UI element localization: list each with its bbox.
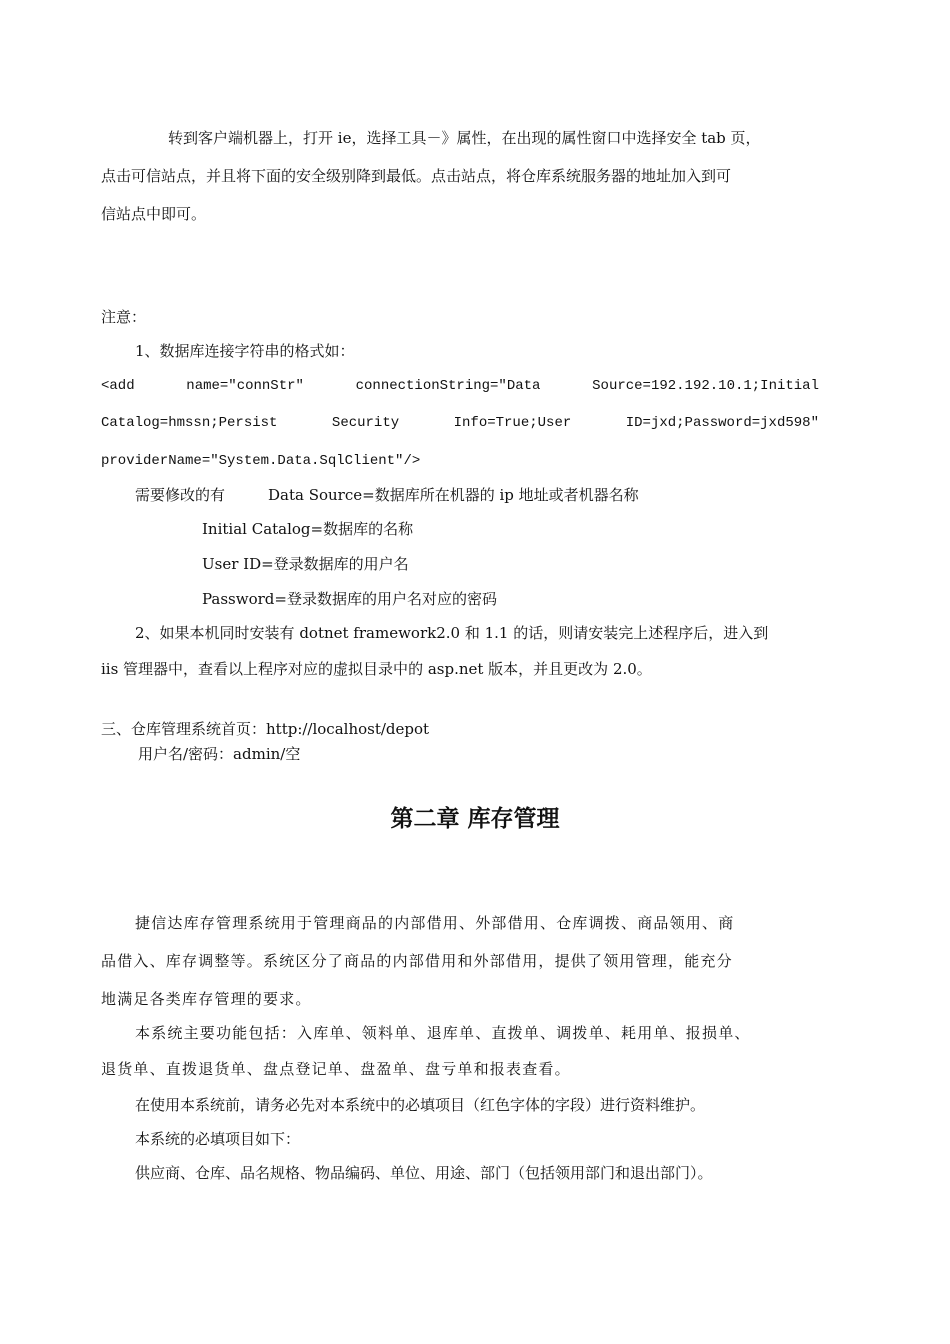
note-item-2-line-1: 2、如果本机同时安装有 dotnet framework2.0 和 1.1 的话，则请安装完上述程序后，进入到 <box>135 624 769 642</box>
code-token: Catalog=hmssn;Persist <box>101 415 278 431</box>
chapter-title: 第二章 库存管理 <box>390 806 560 832</box>
modify-item-user-id: User ID=登录数据库的用户名 <box>202 555 409 573</box>
code-line-2 <box>101 413 819 433</box>
code-token: ID=jxd;Password=jxd598" <box>625 415 819 431</box>
modify-item-password: Password=登录数据库的用户名对应的密码 <box>202 590 497 608</box>
intro-line-2: 点击可信站点，并且将下面的安全级别降到最低。点击站点，将仓库系统服务器的地址加入到可 <box>101 167 732 185</box>
code-token: Info=True;User <box>453 415 572 431</box>
chapter-p1-line-2: 品借入、库存调整等。系统区分了商品的内部借用和外部借用，提供了领用管理，能充分 <box>101 952 733 970</box>
chapter-p1-line-1: 捷信达库存管理系统用于管理商品的内部借用、外部借用、仓库调拨、商品领用、商 <box>135 914 735 932</box>
code-token: <add <box>101 378 135 394</box>
code-token: connectionString="Data <box>355 378 541 394</box>
section3-homepage: 三、仓库管理系统首页：http://localhost/depot <box>101 720 430 738</box>
note-item-1-title: 1、数据库连接字符串的格式如： <box>135 342 355 360</box>
note-item-2-line-2: iis 管理器中，查看以上程序对应的虚拟目录中的 asp.net 版本，并且更改为 2.0。 <box>101 660 652 678</box>
code-line-3: providerName="System.Data.SqlClient"/> <box>101 453 421 469</box>
code-token: name="connStr" <box>186 378 304 394</box>
chapter-p2-line-1: 本系统主要功能包括：入库单、领料单、退库单、直拨单、调拨单、耗用单、报损单、 <box>135 1024 751 1042</box>
chapter-p1-line-3: 地满足各类库存管理的要求。 <box>101 990 312 1008</box>
section3-credentials: 用户名/密码：admin/空 <box>138 745 301 763</box>
chapter-p3: 在使用本系统前，请务必先对本系统中的必填项目（红色字体的字段）进行资料维护。 <box>135 1096 706 1114</box>
chapter-p5: 供应商、仓库、品名规格、物品编码、单位、用途、部门（包括领用部门和退出部门）。 <box>135 1164 713 1182</box>
note-title: 注意： <box>101 308 147 326</box>
intro-line-1: 转到客户端机器上，打开 ie，选择工具－》属性，在出现的属性窗口中选择安全 tab 页， <box>168 129 761 147</box>
code-token: Source=192.192.10.1;Initial <box>592 378 819 394</box>
chapter-p2-line-2: 退货单、直拨退货单、盘点登记单、盘盈单、盘亏单和报表查看。 <box>101 1060 571 1078</box>
modify-item-data-source: Data Source=数据库所在机器的 ip 地址或者机器名称 <box>268 486 639 504</box>
code-token: Security <box>331 415 400 431</box>
intro-line-3: 信站点中即可。 <box>101 205 207 223</box>
modify-item-initial-catalog: Initial Catalog=数据库的名称 <box>202 520 414 538</box>
chapter-p4: 本系统的必填项目如下： <box>135 1130 301 1148</box>
code-line-1 <box>101 376 819 396</box>
modify-label: 需要修改的有 <box>135 486 226 504</box>
